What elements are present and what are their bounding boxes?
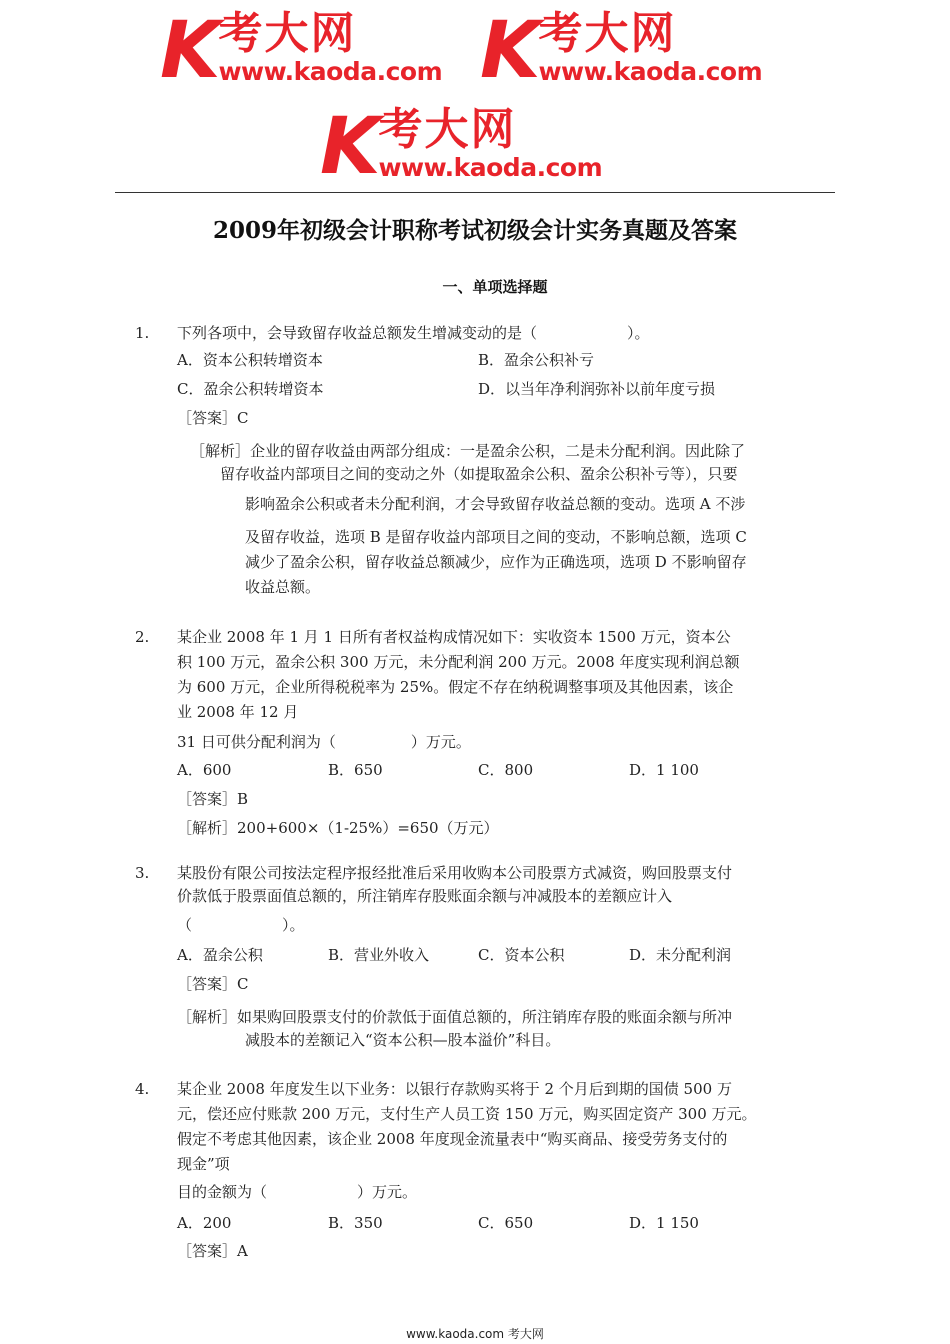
q2-option-b: B．650 xyxy=(328,761,383,779)
q3-stem-line: （ ）。 xyxy=(177,916,305,934)
q1-option-c: C．盈余公积转增资本 xyxy=(177,380,324,398)
q2-stem-line: 积 100 万元，盈余公积 300 万元，未分配利润 200 万元。2008 年度实现利润总额 xyxy=(177,653,740,671)
q2-stem-line: 为 600 万元，企业所得税税率为 25%。假定不存在纳税调整事项及其他因素，该企 xyxy=(177,678,734,696)
section-heading: 一、单项选择题 xyxy=(442,278,548,296)
q3-option-c: C．资本公积 xyxy=(478,946,565,964)
logo-brand-text: 考大网 xyxy=(218,8,357,59)
q3-option-d: D．未分配利润 xyxy=(629,946,732,964)
logo-url-text: www.kaoda.com xyxy=(218,57,443,86)
logo-k-mark: K xyxy=(480,6,537,96)
q1-stem: 下列各项中，会导致留存收益总额发生增减变动的是（ ）。 xyxy=(177,324,650,342)
q1-number: 1. xyxy=(135,324,150,342)
q2-analysis: ［解析］200+600×（1-25%）=650（万元） xyxy=(177,819,499,837)
q2-stem-line: 业 2008 年 12 月 xyxy=(177,703,299,721)
kaoda-logo-left xyxy=(160,6,443,96)
logo-k-mark: K xyxy=(320,102,377,192)
header-divider xyxy=(115,192,835,193)
q1-analysis-line: 收益总额。 xyxy=(245,578,321,596)
logo-url-text: www.kaoda.com xyxy=(378,153,603,182)
q4-stem-line: 某企业 2008 年度发生以下业务：以银行存款购买将于 2 个月后到期的国债 500 万 xyxy=(177,1080,732,1098)
q4-stem-line: 元，偿还应付账款 200 万元，支付生产人员工资 150 万元，购买固定资产 300 万元。 xyxy=(177,1105,757,1123)
q2-answer: ［答案］B xyxy=(177,790,249,808)
q1-option-b: B．盈余公积补亏 xyxy=(478,351,595,369)
q1-analysis-line: 减少了盈余公积，留存收益总额减少，应作为正确选项，选项 D 不影响留存 xyxy=(245,553,747,571)
logo-url-text: www.kaoda.com xyxy=(538,57,763,86)
q3-option-a: A．盈余公积 xyxy=(177,946,263,964)
q3-stem-line: 价款低于股票面值总额的，所注销库存股账面余额与冲减股本的差额应计入 xyxy=(177,887,673,905)
logo-k-mark: K xyxy=(160,6,217,96)
q2-option-a: A．600 xyxy=(177,761,232,779)
q4-stem-line: 假定不考虑其他因素，该企业 2008 年度现金流量表中“购买商品、接受劳务支付的 xyxy=(177,1130,728,1148)
q1-analysis-line: 留存收益内部项目之间的变动之外（如提取盈余公积、盈余公积补亏等），只要 xyxy=(220,465,738,483)
q4-option-c: C．650 xyxy=(478,1214,534,1232)
document-title: 2009年初级会计职称考试初级会计实务真题及答案 xyxy=(212,217,737,244)
q3-analysis-line: 减股本的差额记入“资本公积—股本溢价”科目。 xyxy=(245,1031,561,1049)
logo-brand-text: 考大网 xyxy=(538,8,677,59)
q1-analysis-line: 影响盈余公积或者未分配利润，才会导致留存收益总额的变动。选项 A 不涉 xyxy=(245,495,746,513)
q4-option-d: D．1 150 xyxy=(629,1214,699,1232)
q2-option-c: C．800 xyxy=(478,761,534,779)
q2-stem-line: 31 日可供分配利润为（ ）万元。 xyxy=(177,733,471,751)
q2-stem-line: 某企业 2008 年 1 月 1 日所有者权益构成情况如下：实收资本 1500 万元，资本公 xyxy=(177,628,731,646)
q4-stem-line: 目的金额为（ ）万元。 xyxy=(177,1183,418,1201)
q4-stem-line: 现金”项 xyxy=(177,1155,230,1173)
q1-option-d: D．以当年净利润弥补以前年度亏损 xyxy=(478,380,716,398)
q3-answer: ［答案］C xyxy=(177,975,249,993)
q4-number: 4. xyxy=(135,1080,150,1098)
q2-option-d: D．1 100 xyxy=(629,761,699,779)
kaoda-logo-center xyxy=(320,102,603,192)
q1-analysis-line: 及留存收益，选项 B 是留存收益内部项目之间的变动，不影响总额，选项 C xyxy=(245,528,747,546)
logo-brand-text: 考大网 xyxy=(378,104,517,155)
q4-option-b: B．350 xyxy=(328,1214,383,1232)
q3-option-b: B．营业外收入 xyxy=(328,946,430,964)
q4-answer: ［答案］A xyxy=(177,1242,248,1260)
q3-analysis-line: ［解析］如果购回股票支付的价款低于面值总额的，所注销库存股的账面余额与所冲 xyxy=(177,1008,733,1026)
kaoda-logo-right xyxy=(480,6,763,96)
page-footer: www.kaoda.com 考大网 xyxy=(406,1327,544,1341)
q1-option-a: A．资本公积转增资本 xyxy=(177,351,323,369)
q3-stem-line: 某股份有限公司按法定程序报经批准后采用收购本公司股票方式减资，购回股票支付 xyxy=(177,864,733,882)
q1-answer: ［答案］C xyxy=(177,409,249,427)
q1-analysis-line: ［解析］企业的留存收益由两部分组成：一是盈余公积，二是未分配利润。因此除了 xyxy=(190,442,746,460)
q4-option-a: A．200 xyxy=(177,1214,232,1232)
q3-number: 3. xyxy=(135,864,150,882)
q2-number: 2. xyxy=(135,628,150,646)
